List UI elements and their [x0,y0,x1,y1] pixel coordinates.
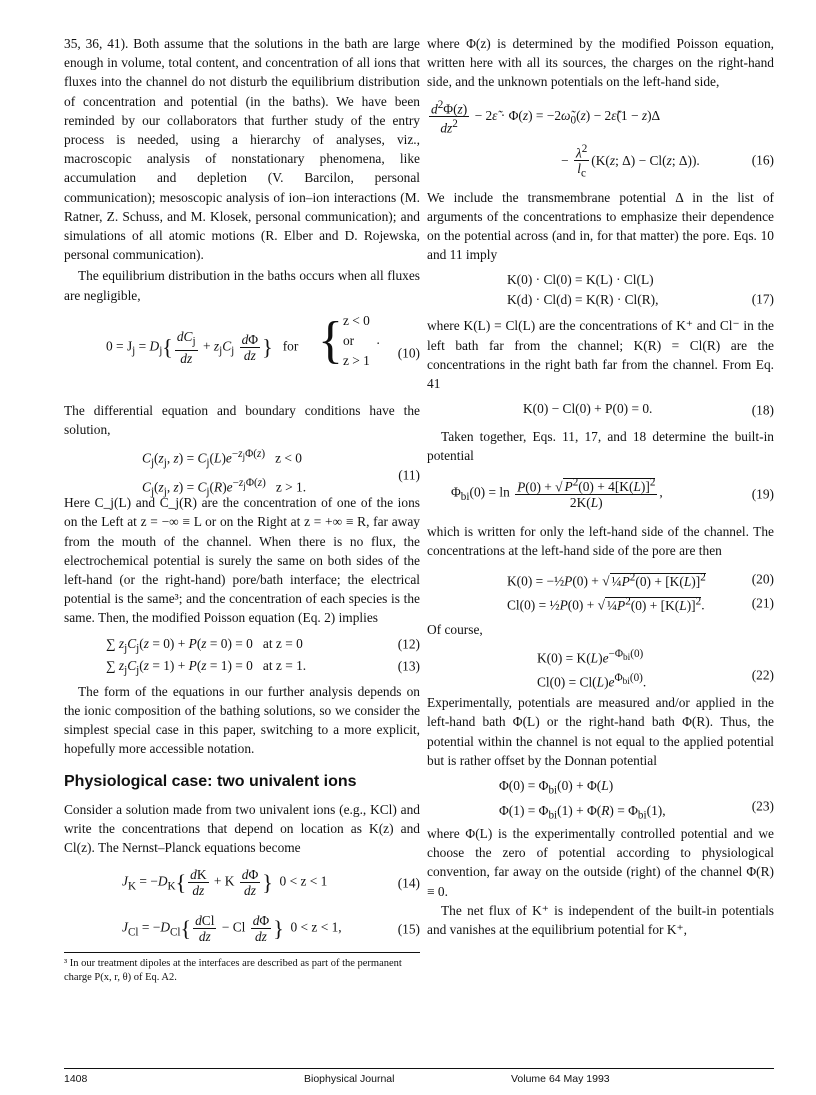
equation-22: $K(0) = K(L)e^{-\Phi_{bi}(0)}$ $Cl(0) = Cl(L)e^{\Phi_{bi}(0)}$. (22) [537,648,774,690]
equation-14: $J_K = -D_K${ $\frac{dK}{dz}$ + K $\frac{d\Phi}{dz}$ } 0 < z < 1 (14) [122,867,420,899]
equation-12: ∑ $z_jC_j(z = 0) + P(z = 0) = 0$ at z = 0 (12) [106,635,420,655]
equation-16: $\frac{d^2\Phi(z)}{dz^2}$ − 2ε̃ · $\Phi(z) = -2\omegã_0(z)$ − 2ε̃(1 − z)Δ − $\frac{\lambda^2}{l_c}$ (K(z; Δ) − Cl(z; Δ)). (16) [431,98,774,180]
paragraph: where Φ(L) is the experimentally controlled potential and we choose the zero of potential according to physiological convention, far away on the outside (right) of the channel Φ(R) ≡ 0. [427,826,774,899]
page-number: 1408 [64,1073,88,1085]
paragraph: Experimentally, potentials are measured and/or applied in the left-hand bath Φ(L) or the right-hand bath Φ(R). Thus, the potential within the channel is not equal to the applied potential but is rather offset by the Donnan potential [427,695,774,768]
equation-13: ∑ $z_jC_j(z = 1) + P(z = 1) = 0$ at z = 1. (13) [106,657,420,677]
equation-15: $J_{Cl} = -D_{Cl}${ $\frac{\text{dCl}}{dz}$ − Cl $\frac{d\Phi}{dz}$ } 0 < z < 1, (15) [122,913,420,945]
footnote: ³ In our treatment dipoles at the interfaces are described as part of the permanent charge P(x, r, θ) of Eq. A2. [64,952,420,985]
page-footer [64,1068,774,1085]
equation-23: $\Phi(0) = \Phi_{bi}(0) + \Phi(L)$ $\Phi(1) = \Phi_{bi}(1) + \Phi(R) = \Phi_{bi}(1)$, (23) [499,778,774,822]
volume-info: Volume 64 May 1993 [511,1073,610,1085]
paragraph: Consider a solution made from two univalent ions (e.g., KCl) and write the concentrations that depend on location as K(z) and Cl(z). The Nernst–Planck equations become [64,801,420,856]
paragraph: The form of the equations in our further analysis depends on the ionic composition of the bathing solutions, so we consider the simplest special case in this paper, switching to a more explicit, hopefully more accessible notation. [64,683,420,757]
right-column [427,34,774,939]
equation-20: K(0) = −½P(0) + √ $\frac{1}{4}P^2(0) + [K(L)]^2$ (20) [507,571,774,589]
journal-name: Biophysical Journal [304,1073,395,1085]
equation-19: $\Phi_{bi}(0) = \ln$ $\frac{P(0) + √ P^2(0) + 4[K(L)]^2}{2K(L)}$ , (19) [451,476,774,511]
paragraph: The equilibrium distribution in the baths occurs when all fluxes are negligible, [64,268,420,303]
paragraph: 35, 36, 41). Both assume that the solutions in the bath are large enough in volume, total content, and concentration of all ions that fluxes into the channel do not disturb the equilibrium distribution of concentration and potential (in the baths). We have been reminded by our collaborators that further study of the entry process is needed, using a hierarchy of analyses, viz., macroscopic analysis of nonstationary phenomena, like accumulation and depletion (V. Barcilon, personal communication); mesoscopic analysis of ion–ion interactions (M. Ratner, Z. Schuss, and M. Klosek, personal communication); and simulations of all atomic motions (R. Elber and D. Rojewska, personal communication). [64,36,420,263]
equation-18: K(0) − Cl(0) + P(0) = 0. (18) [523,401,774,418]
equation-10: $0 = J_j = D_j${ $\frac{dC_j}{dz}$ + $z_jC_j$ $\frac{d\Phi}{dz}$ } for { z < 0 or z > 1 . (10) [106,311,420,369]
paragraph: which is written for only the left-hand side of the channel. The concentrations at the left-hand side of the pore are then [427,523,774,558]
section-heading: Physiological case: two univalent ions [64,773,357,791]
equation-21: Cl(0) = ½P(0) + √ $\frac{1}{4}P^2(0) + [K(L)]^2$. (21) [507,595,774,613]
paragraph: The differential equation and boundary conditions have the solution, [64,402,420,438]
equation-11: $C_j(z_j$, $z) = C_j(L)e^{-z_j\Phi(z)}$ z < 0 $C_j(z_j$, $z) = C_j(R)e^{-z_j\Phi(z)}$ z > 1. (11) [142,448,420,498]
paragraph: Taken together, Eqs. 11, 17, and 18 determine the built-in potential [427,429,774,464]
paragraph: where K(L) = Cl(L) are the concentrations of K⁺ and Cl⁻ in the left bath far from the channel; K(R) = Cl(R) are the concentrations in the right bath far from the channel. From Eq. 41 [427,318,774,392]
paragraph: We include the transmembrane potential Δ in the list of arguments of the concentrations to emphasize their dependence on the potential across (and in, for that matter) the pore. Eqs. 10 and 11 imply [427,189,774,263]
equation-17: K(0) · Cl(0) = K(L) · Cl(L) K(d) · Cl(d) = K(R) · Cl(R), (17) [507,272,774,307]
paragraph: Of course, [427,622,483,638]
left-column [64,34,420,955]
paragraph: The net flux of K⁺ is independent of the built-in potentials and vanishes at the equilibrium potential for K⁺, [427,902,774,938]
paragraph: where Φ(z) is determined by the modified Poisson equation, written here with all its sources, the charges on the right-hand side, and the unknown potentials on the left-hand side, [427,36,774,90]
paragraph: Here C_j(L) and C_j(R) are the concentration of one of the ions on the Left at z = −∞ ≡ L or on the Right at z = +∞ ≡ R, far away from the mouth of the channel. When there is no flux, the electrochemical potential is surely the same on both sides of the left-hand (or the right-hand) pore/bath interface; the electrical potential is the same³; and the concentration of each species is the same. Then, the modified Poisson equation (Eq. 2) implies [64,495,420,626]
